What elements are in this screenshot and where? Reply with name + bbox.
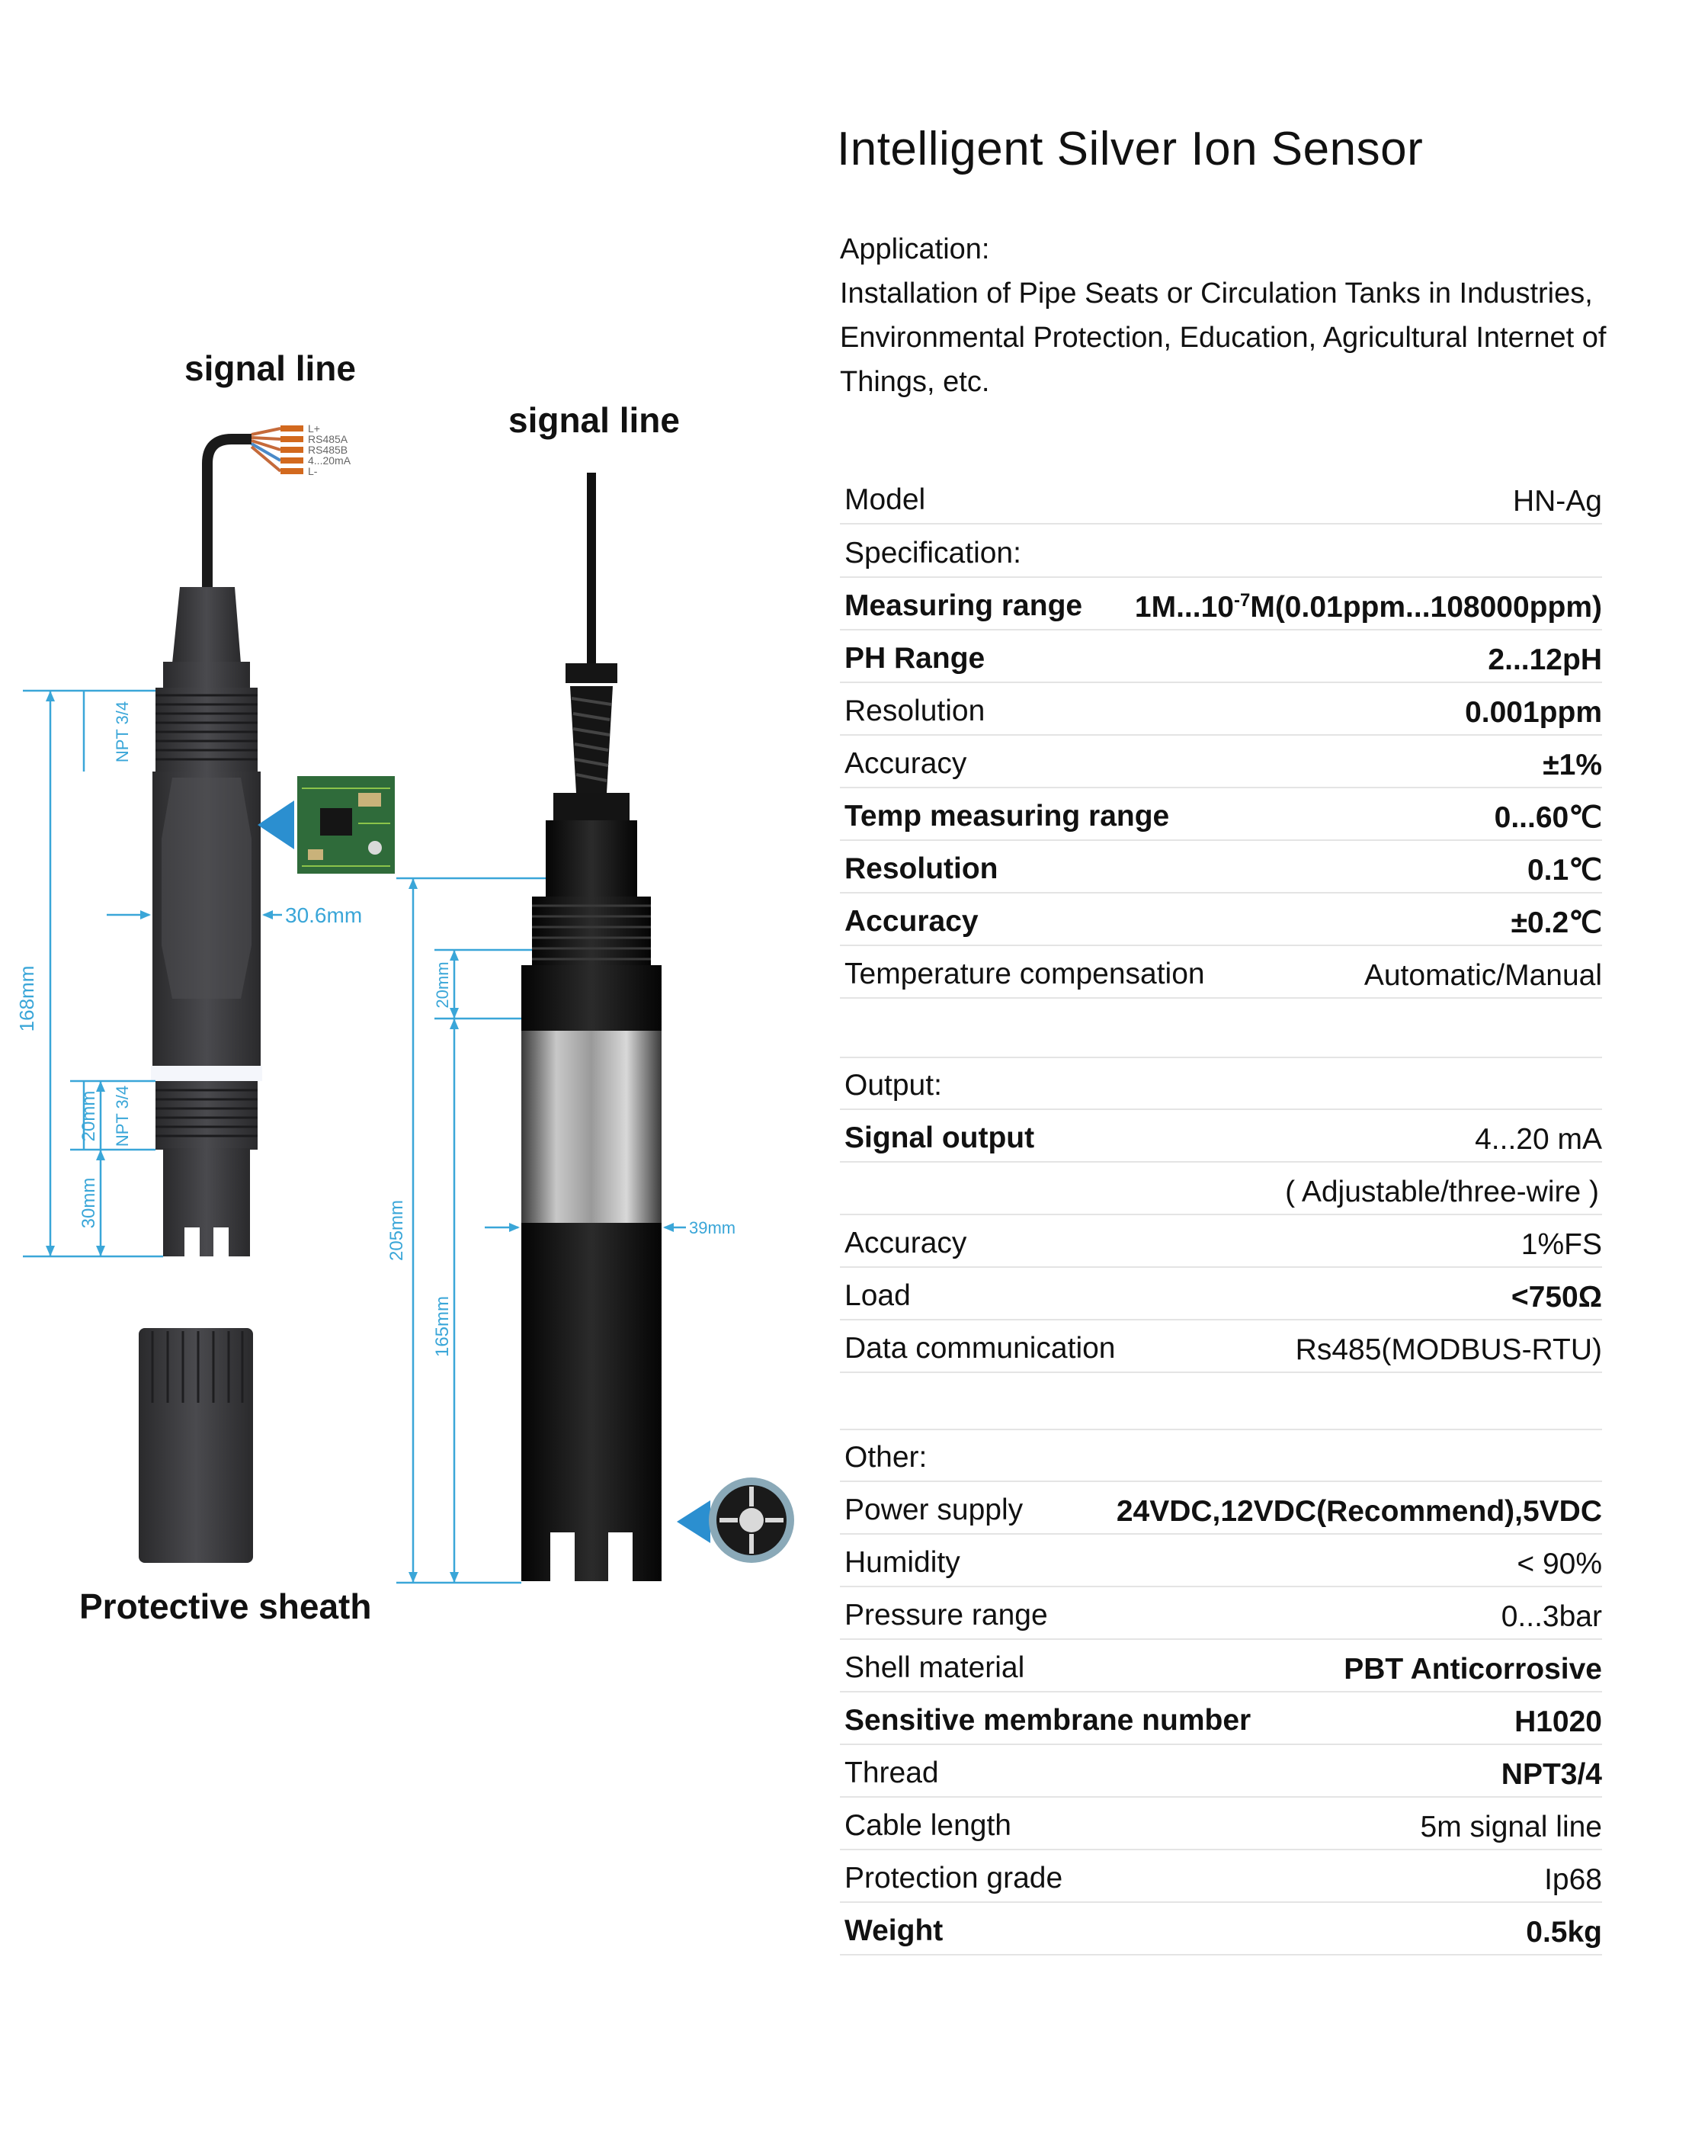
spec-label: Measuring range [844, 589, 1083, 622]
dim-diameter-left: 30.6mm [285, 903, 363, 927]
right-shoulder [521, 965, 662, 1031]
spec-row-model [840, 479, 1602, 525]
spec-value: 2...12pH [1488, 643, 1602, 676]
spec-row-load [840, 1275, 1602, 1320]
application-line: Installation of Pipe Seats or Circulation Tanks in Industries, [840, 278, 1593, 310]
spec-row-cable-length [840, 1805, 1602, 1850]
spec-value: 0...3bar [1501, 1600, 1602, 1633]
wire-label: L+ [308, 422, 320, 435]
spec-label: Resolution [844, 695, 985, 727]
left-thread-bottom [155, 1081, 258, 1150]
spec-value: 24VDC,12VDC(Recommend),5VDC [1116, 1495, 1602, 1528]
spec-value: 0.001ppm [1465, 696, 1602, 729]
right-lower-body [521, 1223, 662, 1581]
wire-bundle [252, 425, 303, 474]
protective-sheath-shape [139, 1328, 253, 1563]
spec-row-temp-compensation [840, 953, 1602, 999]
dim-overall-right: 205mm [386, 1199, 407, 1262]
application-section [840, 227, 1694, 404]
spec-row-output-accuracy [840, 1222, 1602, 1268]
spec-row-data-communication [840, 1327, 1602, 1373]
protective-sheath-caption: Protective sheath [79, 1587, 372, 1626]
spec-value-part: M(0.01ppm...108000ppm) [1250, 591, 1602, 624]
left-tip-collar [163, 1148, 250, 1194]
spec-heading-specification [840, 532, 1602, 578]
spec-value: NPT3/4 [1501, 1758, 1602, 1791]
dim-overall-left: 168mm [15, 965, 38, 1032]
spec-label: Cable length [844, 1809, 1011, 1842]
left-thread-top [155, 688, 258, 772]
spec-row-temp-resolution [840, 848, 1602, 894]
spec-value: 1%FS [1521, 1228, 1602, 1261]
spec-label: Sensitive membrane number [844, 1704, 1251, 1737]
spec-value: ±1% [1543, 749, 1602, 781]
right-thread [532, 897, 651, 965]
spec-row-measuring-range [840, 585, 1602, 630]
spec-row-pressure-range [840, 1594, 1602, 1640]
spec-value: Automatic/Manual [1364, 959, 1602, 992]
spec-row-signal-output [840, 1117, 1602, 1163]
spec-label: Thread [844, 1757, 939, 1789]
spec-value: <750Ω [1511, 1281, 1602, 1314]
spec-value: 0.5kg [1526, 1916, 1602, 1949]
spec-value: PBT Anticorrosive [1344, 1653, 1602, 1686]
spec-row-protection-grade [840, 1857, 1602, 1903]
spec-label: PH Range [844, 642, 985, 675]
circuit-board-thumbnail [258, 776, 395, 874]
dim-thread-len: 20mm [79, 1090, 99, 1142]
spec-label: Accuracy [844, 1227, 967, 1259]
dim-thread-right: 20mm [433, 961, 452, 1009]
spec-row-resolution [840, 690, 1602, 736]
spec-heading-output [840, 1064, 1602, 1110]
signal-line-caption-right: signal line [508, 400, 680, 440]
spec-value: 4...20 mA [1475, 1123, 1602, 1156]
right-nut [553, 793, 630, 820]
spec-row-temp-range [840, 795, 1602, 841]
spec-value: HN-Ag [1512, 485, 1602, 518]
left-tip [163, 1192, 250, 1256]
application-line: Environmental Protection, Education, Agricultural Internet of [840, 322, 1607, 354]
spec-value-part: 1M...10 [1134, 591, 1234, 624]
section-heading: Specification: [844, 537, 1021, 569]
white-ring [151, 1066, 262, 1081]
wire-label: RS485A [308, 433, 348, 445]
section-divider [840, 1384, 1602, 1430]
sensor-diagram [0, 412, 823, 1601]
section-divider [840, 1012, 1602, 1058]
wire-label: 4...20mA [308, 454, 351, 467]
spec-label: Protection grade [844, 1862, 1063, 1895]
application-heading: Application: [840, 233, 990, 265]
section-heading: Output: [844, 1069, 942, 1102]
spec-label: Power supply [844, 1493, 1024, 1526]
spec-row-humidity [840, 1542, 1602, 1587]
spec-label: Accuracy [844, 905, 979, 938]
dim-npt-top: NPT 3/4 [113, 701, 132, 763]
spec-label: Resolution [844, 852, 998, 885]
dim-diameter-right: 39mm [689, 1218, 736, 1237]
spec-label: Humidity [844, 1546, 960, 1579]
left-collar [163, 662, 250, 689]
spec-label: Data communication [844, 1332, 1116, 1365]
spec-value: 0.1℃ [1527, 854, 1602, 887]
right-upper-body [546, 820, 637, 897]
wire-label: RS485B [308, 444, 348, 456]
spec-value: 0...60℃ [1494, 801, 1602, 834]
spec-heading-other [840, 1436, 1602, 1482]
spec-value: ±0.2℃ [1511, 906, 1602, 939]
dim-tip-len: 30mm [79, 1177, 99, 1229]
spec-row-temp-accuracy [840, 900, 1602, 946]
spec-row-ph-range [840, 637, 1602, 683]
spec-label: Temp measuring range [844, 800, 1170, 833]
spec-label: Load [844, 1279, 911, 1312]
wire-label: L- [308, 465, 318, 477]
spec-label: Accuracy [844, 747, 967, 780]
spec-value: ( Adjustable/three-wire ) [1285, 1176, 1599, 1208]
spec-row-accuracy [840, 743, 1602, 788]
spec-row-thread [840, 1752, 1602, 1798]
spec-value: Ip68 [1544, 1863, 1602, 1896]
right-metal-window [521, 1031, 662, 1223]
spec-label: Shell material [844, 1651, 1025, 1684]
probe-tip-thumbnail [677, 1477, 794, 1563]
spec-label: Pressure range [844, 1599, 1048, 1631]
spec-label: Model [844, 483, 926, 516]
right-cable [587, 473, 596, 671]
spec-label: Temperature compensation [844, 958, 1205, 990]
spec-value: < 90% [1517, 1548, 1602, 1580]
spec-value: 5m signal line [1420, 1811, 1602, 1843]
spec-row-membrane [840, 1699, 1602, 1745]
dim-npt-bottom: NPT 3/4 [113, 1085, 132, 1147]
spec-value-exponent: -7 [1233, 590, 1251, 611]
spec-value: Rs485(MODBUS-RTU) [1295, 1333, 1602, 1366]
left-cap-top [172, 587, 241, 663]
spec-value: H1020 [1514, 1705, 1602, 1738]
spec-row-shell-material [840, 1647, 1602, 1692]
section-heading: Other: [844, 1441, 928, 1474]
spec-label: Signal output [844, 1121, 1035, 1154]
spec-row-signal-output-note [840, 1169, 1602, 1215]
right-strain-relief [566, 663, 617, 793]
left-cable [207, 439, 252, 589]
spec-label: Weight [844, 1914, 944, 1947]
page-title: Intelligent Silver Ion Sensor [837, 123, 1424, 175]
spec-row-power-supply [840, 1489, 1602, 1535]
dim-body-right: 165mm [432, 1295, 453, 1358]
application-line: Things, etc. [840, 366, 990, 398]
signal-line-caption-left: signal line [184, 348, 356, 388]
spec-value [1135, 590, 1602, 624]
spec-row-weight [840, 1910, 1602, 1955]
